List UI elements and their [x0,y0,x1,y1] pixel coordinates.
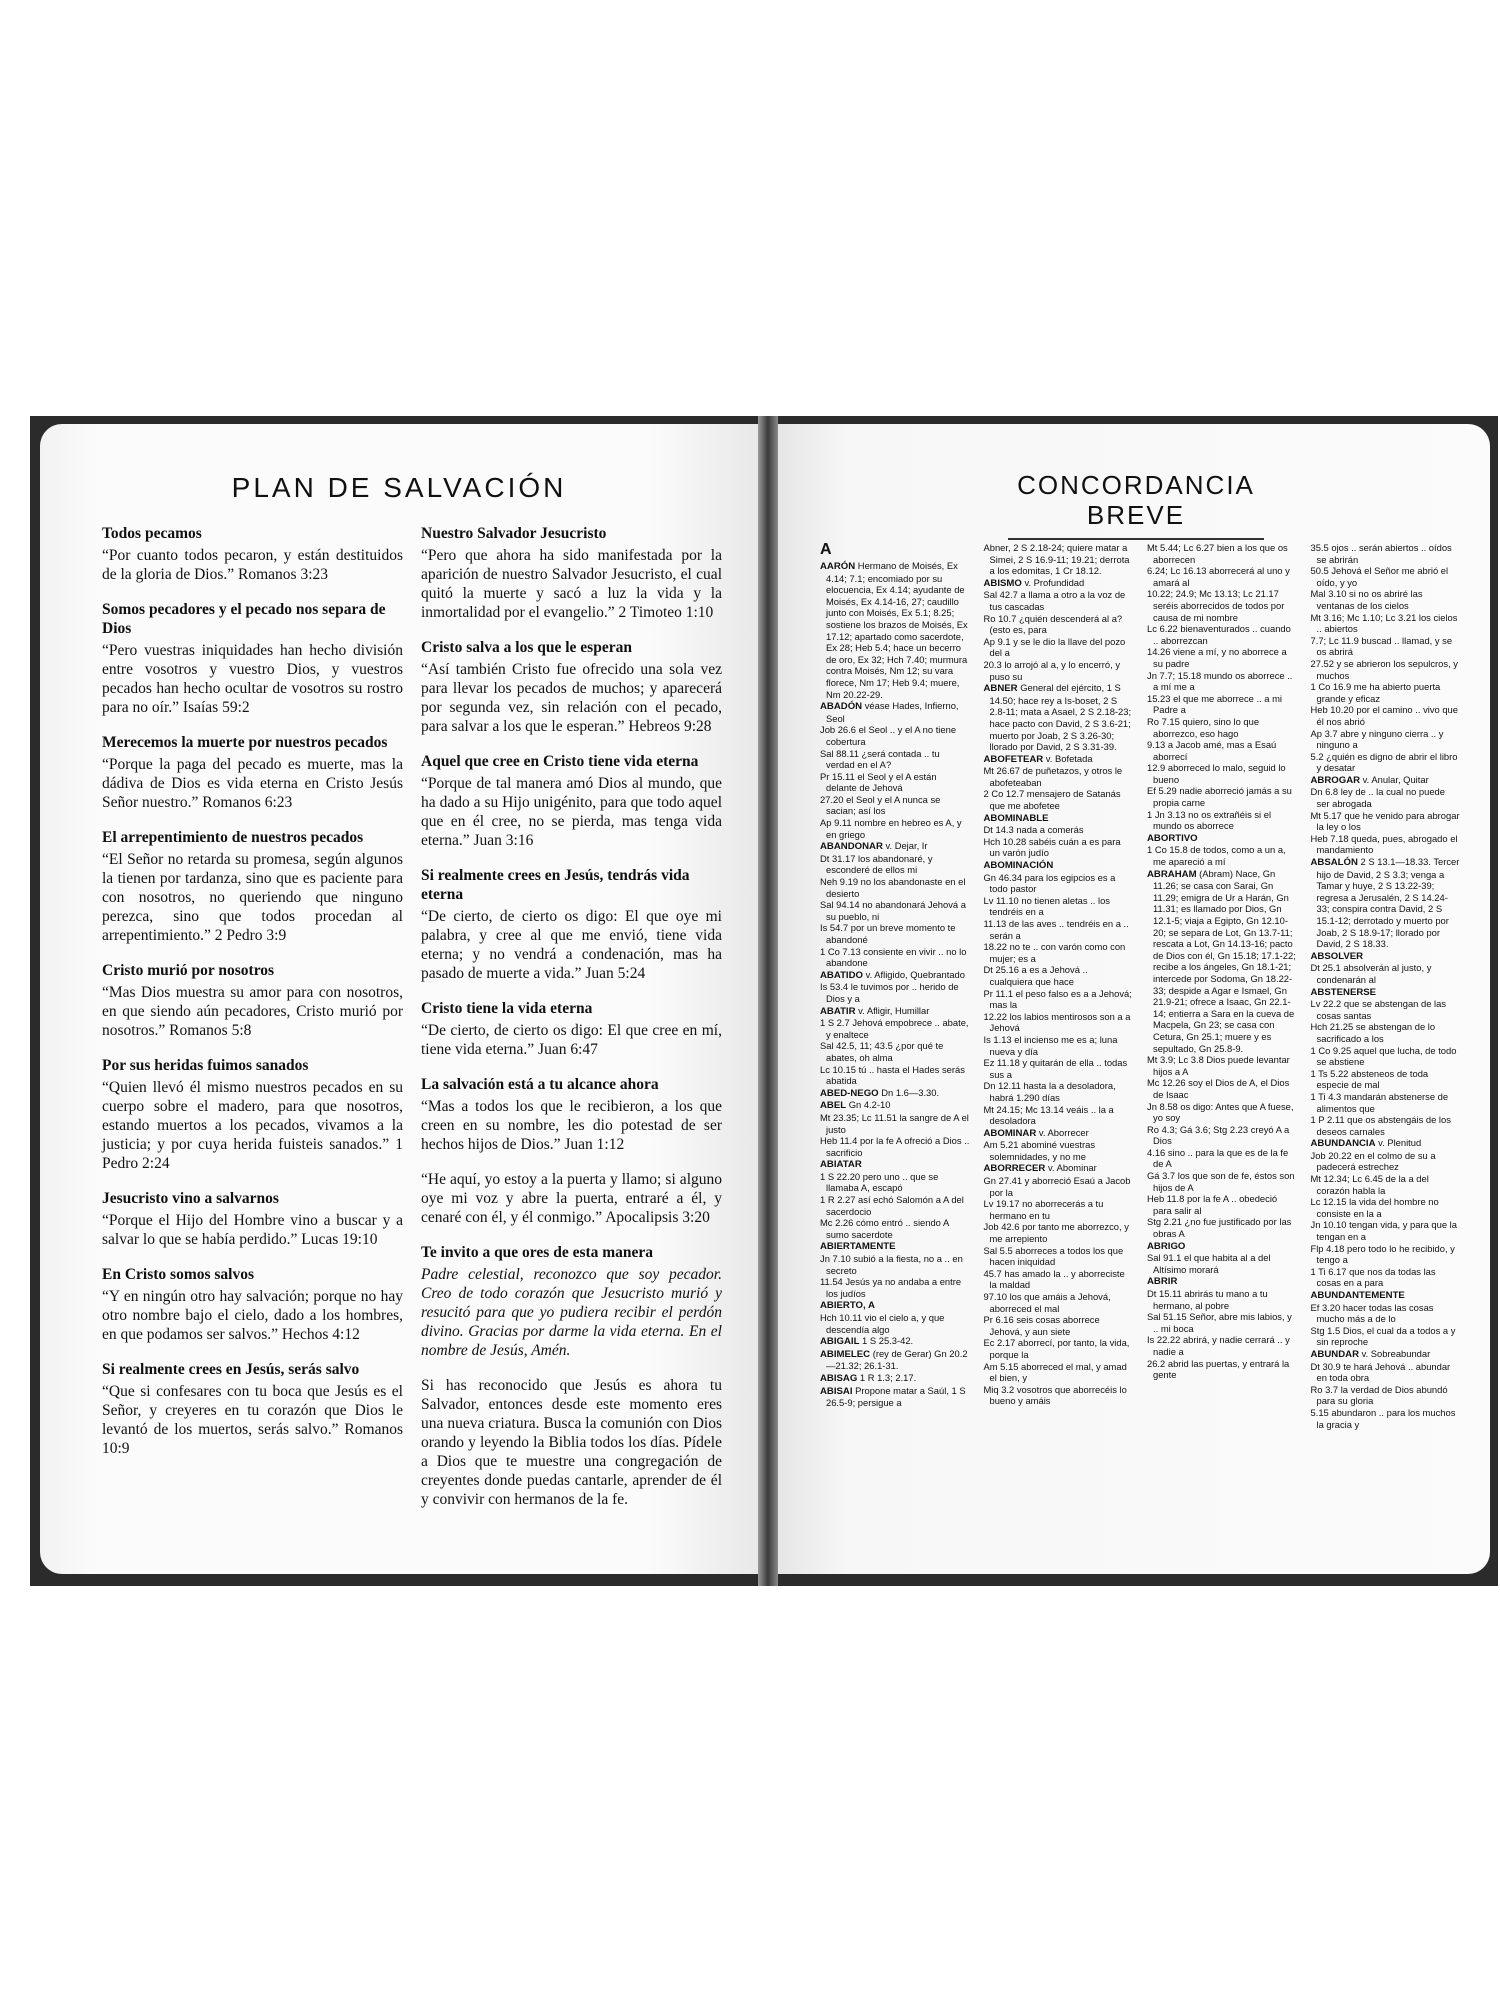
concordance-entry: Dt 25.16 a es a Jehová .. cualquiera que hace [983,964,1088,987]
section-heading: Cristo murió por nosotros [102,962,275,979]
concordance-entry: ABANDONAR v. Dejar, Ir [820,840,928,853]
concordance-entry: Mt 5.17 que he venido para abrogar la ley o los [1310,809,1460,833]
plan-section [421,638,722,736]
concordance-entry: Ap 3.7 abre y ninguno cierra .. y ninguno a [1310,727,1444,751]
section-text: “Porque la paga del pecado es muerte, mas la dádiva de Dios es vida eterna en Cristo Jesús Señor nuestro.” Romanos 6:23 [102,756,403,811]
concordance-entry: ABOFETEAR v. Bofetada [983,752,1093,765]
section-heading: Jesucristo vino a salvarnos [102,1190,279,1207]
concordance-entry: Miq 3.2 vosotros que aborrecéis lo bueno y amáis [983,1383,1127,1407]
concordance-entry: 1 Co 16.9 me ha abierto puerta grande y eficaz [1310,681,1441,704]
concordance-entry: ABSALÓN 2 S 13.1—18.33. Tercer hijo de David, 2 S 3.3; venga a Tamar y huye, 2 S 13.22-39; regresa a Jerusalén, 2 S 14.24-33; conspira contra David, 2 S 15.1-12; derrotado y muerto por Joab, 2 S 18.9-17; llorado por David, 2 S 18.33. [1310,856,1460,950]
concordance-entry: Lc 12.15 la vida del hombre no consiste en la a [1310,1196,1439,1219]
concordance-entry: ABSOLVER [1310,950,1364,962]
concordance-entry: Ec 2.17 aborrecí, por tanto, la vida, porque la [983,1337,1130,1360]
left-columns [102,524,722,1525]
concordance-entry: Jn 8.58 os digo: Antes que A fuese, yo soy [1147,1100,1294,1124]
concordance-entry: Is 53.4 le tuvimos por .. herido de Dios y a [820,981,959,1004]
concordance-entry: 45.7 has amado la .. y aborreciste la maldad [983,1267,1125,1291]
right-page [778,424,1490,1574]
concordance-entry: ABED-NEGO Dn 1.6—3.30. [820,1086,940,1099]
section-heading: Si realmente crees en Jesús, serás salvo [102,1361,360,1378]
plan-section [102,1056,403,1173]
concordance-entry: ABISAI Propone matar a Saúl, 1 S 26.5-9; persigue a [820,1384,966,1409]
plan-section [421,866,722,983]
concordance-entry: Am 5.15 aborreced el mal, y amad el bien, y [983,1360,1127,1384]
prayer-text: Padre celestial, reconozco que soy pecador. Creo de todo corazón que Jesucristo murió y resucitó para que yo pudiera recibir el perdón divino. Gracias por darme la vida eterna. En el nombre de Jesús, Amén. [421,1266,722,1359]
concordance-entry: Ap 9.11 nombre en hebreo es A, y en griego [820,817,962,840]
concordance-entry: Ez 11.18 y quitarán de ella .. todas sus a [983,1057,1128,1080]
section-text: “Quien llevó él mismo nuestros pecados en su cuerpo sobre el madero, para que nosotros, estando muertos a los pecados, vivamos a la justicia; y por cuya herida fuisteis sanados.” 1 Pedro 2:24 [102,1079,403,1172]
concordance-entry: Lc 10.15 tú .. hasta el Hades serás abatida [820,1063,965,1087]
concordance-entry: Dt 15.11 abrirás tu mano a tu hermano, al pobre [1147,1288,1268,1311]
concordance-entry: ABATIDO v. Afligido, Quebrantado [820,968,965,981]
section-text: “Mas Dios muestra su amor para con nosotros, en que siendo aún pecadores, Cristo murió por nosotros.” Romanos 5:8 [102,984,403,1039]
section-heading: Merecemos la muerte por nuestros pecados [102,734,388,751]
concordance-entry: 50.5 Jehová el Señor me abrió el oído, y yo [1310,565,1449,588]
section-text: “De cierto, de cierto os digo: El que oye mi palabra, y cree al que me envió, tiene vida eterna; y no vendrá a condenación, mas ha pasado de muerte a vida.” Juan 5:24 [421,908,722,982]
section-heading: Todos pecamos [102,525,202,542]
left-column-2 [421,524,722,1525]
concordance-entry: ABOMINAR v. Aborrecer [983,1126,1089,1139]
section-heading: Somos pecadores y el pecado nos separa de Dios [102,601,386,637]
concordance-entry: 12.9 aborreced lo malo, seguid lo bueno [1147,762,1286,785]
section-heading: En Cristo somos salvos [102,1266,255,1283]
concordance-entry: 1 S 22.20 pero uno .. que se llamaba A, escapó [820,1170,939,1194]
concordance-entry: Mt 26.67 de puñetazos, y otros le abofeteaban [983,765,1123,788]
open-book [30,416,1498,1586]
concordance-entry: 27.52 y se abrieron los sepulcros, y muchos [1310,657,1458,681]
concordance-entry: 1 S 2.7 Jehová empobrece .. abate, y enaltece [820,1017,969,1040]
plan-section [421,1075,722,1154]
concordance-column-3 [1147,542,1297,1430]
plan-section [102,733,403,812]
concordance-entry: Sal 88.11 ¿será contada .. tu verdad en el A? [820,747,940,771]
concordance-entry: Ro 10.7 ¿quién descenderá al a? (esto es, para [983,612,1123,636]
concordance-entry: 1 P 2.11 que os abstengáis de los deseos carnales [1310,1114,1451,1137]
concordance-entry: 14.26 viene a mí, y no aborrece a su padre [1147,646,1287,669]
concordance-entry: Heb 10.20 por el camino .. vivo que él nos abrió [1310,704,1458,727]
concordance-entry: Dt 25.1 absolverán al justo, y condenarán al [1310,962,1432,985]
concordance-entry: 10.22; 24.9; Mc 13.13; Lc 21.17 seréis aborrecidos de todos por causa de mi nombre [1147,588,1285,623]
concordance-column-4 [1311,542,1461,1430]
section-text: “Porque de tal manera amó Dios al mundo, que ha dado a su Hijo unigénito, para que todo aquel que en él cree, no se pierda, mas tenga vida eterna.” Juan 3:16 [421,775,722,849]
concordance-entry: Heb 7.18 queda, pues, abrogado el mandamiento [1310,832,1458,856]
concordance-entry: 1 Ti 6.17 que nos da todas las cosas en a para [1310,1265,1436,1289]
concordance-entry: Ef 3.20 hacer todas las cosas mucho más a de lo [1310,1301,1434,1325]
plan-section [102,1360,403,1458]
invite-section [421,1243,722,1360]
concordance-entry: 15.23 el que me aborrece .. a mi Padre a [1147,692,1282,716]
concordance-entry: Ro 7.15 quiero, sino lo que aborrezco, eso hago [1147,715,1260,739]
plan-section [421,752,722,850]
section-heading: Aquel que cree en Cristo tiene vida eterna [421,753,699,770]
page-title: PLAN DE SALVACIÓN [231,472,567,503]
concordance-entry: Sal 94.14 no abandonará Jehová a su pueblo, ni [820,899,966,922]
section-heading: Por sus heridas fuimos sanados [102,1057,309,1074]
book-gutter [758,416,778,1586]
plan-section [102,828,403,945]
concordance-entry: 2 Co 12.7 mensajero de Satanás que me abofetee [983,788,1121,812]
concordance-entry: 12.22 los labios mentirosos son a a Jehová [983,1010,1131,1034]
concordance-entry: Pr 15.11 el Seol y el A están delante de Jehová [820,770,937,794]
plan-section [102,961,403,1040]
concordance-entry: Gá 3.7 los que son de fe, éstos son hijos de A [1147,1170,1295,1193]
concordance-entry: ABRAHAM (Abram) Nace, Gn 11.26; se casa con Sarai, Gn 11.29; emigra de Ur a Harán, Gn 11.31; es llamado por Dios, Gn 12.1-5; viaja a Egipto, Gn 12.10-20; se separa de Lot, Gn 13.7-11; rescata a Lot, Gn 14.13-16; pacto de Dios con él, Gn 15.18; 17.1-22; recibe a los ángeles, Gn 18.1-21; intercede por Sodoma, Gn 18.22-33; despide a Agar e Ismael, Gn 21.9-21; ofrece a Isaac, Gn 22.1-14; entierra a Sara en la cueva de Macpela, Gn 23; se casa con Cetura, Gn 25.1; muere y es sepultado, Gn 25.8-9. [1147,867,1296,1054]
concordance-entry: Pr 6.16 seis cosas aborrece Jehová, y aun siete [983,1314,1100,1337]
concordance-entry: Stg 1.5 Dios, el cual da a todos a y sin reproche [1310,1324,1456,1348]
concordance-entry: 11.13 de las aves .. tendréis en a .. serán a [983,918,1129,941]
section-heading: Cristo salva a los que le esperan [421,639,632,656]
section-letter: A [820,541,832,558]
concordance-entry: Sal 42.7 a llama a otro a la voz de tus cascadas [983,589,1126,612]
concordance-entry: ABUNDAR v. Sobreabundar [1310,1347,1431,1360]
section-text: “Pero que ahora ha sido manifestada por la aparición de nuestro Salvador Jesucristo, el cual quitó la muerte y sacó a luz la vida y la inmortalidad por el evangelio.” 2 Timoteo 1:10 [421,547,722,621]
extra-quote: “He aquí, yo estoy a la puerta y llamo; si alguno oye mi voz y abre la puerta, entraré a él, y cenaré con él, y él conmigo.” Apocalipsis 3:20 [421,1171,722,1226]
concordance-entry: Mt 3.9; Lc 3.8 Dios puede levantar hijos a A [1147,1054,1290,1077]
concordance-entry: ABIATAR [820,1159,862,1171]
concordance-entry: Sal 42.5, 11; 43.5 ¿por qué te abates, oh alma [820,1040,944,1063]
concordance-column-1 [820,542,970,1430]
concordance-entry: Ro 4.3; Gá 3.6; Stg 2.23 creyó A a Dios [1147,1123,1290,1147]
concordance-entry: 1 Co 7.13 consiente en vivir .. no lo abandone [820,945,967,969]
concordance-entry: 7.7; Lc 11.9 buscad .. llamad, y se os abrirá [1310,634,1453,658]
concordance-entry: ABIMELEC (rey de Gerar) Gn 20.2—21.32; 26.1-31. [820,1347,968,1372]
title-line-1: CONCORDANCIA [1017,470,1255,500]
concordance-entry: ABRIGO [1147,1240,1186,1252]
concordance-entry: Mc 2.26 cómo entró .. siendo A sumo sacerdote [820,1217,949,1240]
concordance-column-2 [984,542,1134,1430]
plan-section [102,1265,403,1344]
concordance-entry: Mc 12.26 soy el Dios de A, el Dios de Isaac [1147,1077,1290,1100]
concordance-entry: Is 22.22 abrirá, y nadie cerrará .. y nadie a [1147,1334,1290,1357]
section-heading: Si realmente crees en Jesús, tendrás vida eterna [421,867,690,903]
concordance-entry: Flp 4.18 pero todo lo he recibido, y tengo a [1310,1242,1455,1266]
concordance-entry: ABOMINACIÓN [983,860,1054,872]
section-heading: Nuestro Salvador Jesucristo [421,525,607,542]
concordance-entry: ABUNDANTEMENTE [1310,1290,1405,1301]
concordance-entry: ABROGAR v. Anular, Quitar [1310,773,1429,786]
section-text: “Que si confesares con tu boca que Jesús es el Señor, y creyeres en tu corazón que Dios le levantó de los muertos, serás salvo.” Romanos 10:9 [102,1383,403,1457]
concordance-entry: Is 1.13 el incienso me es a; luna nueva y día [983,1033,1118,1057]
concordance-entry: Hch 10.11 vio el cielo a, y que descendía algo [820,1312,945,1335]
concordance-entry: 26.2 abrid las puertas, y entrará la gente [1147,1357,1290,1381]
section-text: “De cierto, de cierto os digo: El que cree en mí, tiene vida eterna.” Juan 6:47 [421,1022,722,1058]
concordance-entry: Dt 30.9 te hará Jehová .. abundar en toda obra [1310,1360,1451,1384]
concordance-entry: Lv 11.10 no tienen aletas .. los tendréis en a [983,894,1110,918]
concordance-entry: Mal 3.10 si no os abriré las ventanas de los cielos [1310,588,1423,611]
concordance-entry: 97.10 los que amáis a Jehová, aborreced el mal [983,1291,1111,1314]
section-text: “Así también Cristo fue ofrecido una sola vez para llevar los pecados de muchos; y aparecerá por segunda vez, sin relación con el pecado, para salvar a los que le esperan.” Hebreos 9:28 [421,661,722,735]
concordance-entry: ABIGAIL 1 S 25.3-42. [820,1335,914,1348]
concordance-entry: Jn 7.10 subió a la fiesta, no a .. en secreto [820,1253,963,1276]
concordance-entry: 1 Ts 5.22 absteneos de toda especie de mal [1310,1067,1429,1091]
column-2-sections [421,524,722,1154]
concordance-entry: 5.2 ¿quién es digno de abrir el libro y desatar [1310,750,1458,774]
concordance-entry: Sal 91.1 el que habita al a del Altísimo morará [1147,1252,1271,1275]
plan-section [102,1189,403,1249]
concordance-entry: 1 Co 9.25 aquel que lucha, de todo se abstiene [1310,1044,1457,1068]
concordance-entry: Lc 6.22 bienaventurados .. cuando .. aborrezcan [1147,623,1291,646]
section-heading: La salvación está a tu alcance ahora [421,1076,659,1093]
section-heading: Te invito a que ores de esta manera [421,1244,654,1261]
concordance-entry: Job 20.22 en el colmo de su a padecerá estrechez [1310,1149,1436,1173]
concordance-entry: Mt 24.15; Mc 13.14 veáis .. la a desoladora [983,1103,1114,1127]
concordance-title [1006,470,1266,530]
concordance-entry: ABOMINABLE [983,812,1049,824]
concordance-entry: 18.22 no te .. con varón como con mujer; es a [983,941,1126,964]
section-heading: El arrepentimiento de nuestros pecados [102,829,364,846]
concordance-columns [820,542,1460,1430]
title-rule [1008,538,1264,540]
concordance-entry: Hch 21.25 se abstengan de lo sacrificado a los [1310,1021,1436,1044]
concordance-entry: ABISAG 1 R 1.3; 2.17. [820,1371,917,1384]
concordance-entry: Dt 31.17 los abandonaré, y esconderé de ellos mi [820,852,933,876]
concordance-entry: ABRIR [1147,1276,1178,1288]
section-text: “Por cuanto todos pecaron, y están destituidos de la gloria de Dios.” Romanos 3:23 [102,547,403,583]
concordance-entry: 27.20 el Seol y el A nunca se sacian; así los [820,793,941,817]
plan-section [102,524,403,584]
section-text: “Y en ningún otro hay salvación; porque no hay otro nombre bajo el cielo, dado a los hombres, en que podamos ser salvos.” Hechos 4:12 [102,1288,403,1343]
concordance-entry: Is 54.7 por un breve momento te abandoné [820,922,956,945]
concordance-entry: AARÓN Hermano de Moisés, Ex 4.14; 7.1; encomiado por su elocuencia, Ex 4.14; ayudante de Moisés, Ex 4.14-16, 27; caudillo junto con Moisés, Ex 5.1; 8.25; sostiene los brazos de Moisés, Ex 17.12; apartado como sacerdote, Ex 28; Heb 5.4; hace un becerro de oro, Ex 32; Hch 7.40; murmura contra Moisés, Nm 12; su vara florece, Nm 17; Heb 9.4; muere, Nm 20.22-29. [820,560,968,700]
concordance-entry: 1 R 2.27 así echó Salomón a A del sacerdocio [820,1194,964,1217]
concordance-entry: Gn 27.41 y aborreció Esaú a Jacob por la [983,1175,1131,1198]
concordance-entry: Job 42.6 por tanto me aborrezco, y me arrepiento [983,1221,1129,1245]
concordance-entry: 1 Co 15.8 de todos, como a un a, me apareció a mí [1147,844,1286,868]
concordance-entry: Gn 46.34 para los egipcios es a todo pastor [983,871,1116,895]
plan-section [421,999,722,1059]
section-heading: Cristo tiene la vida eterna [421,1000,593,1017]
concordance-entry: Hch 10.28 sabéis cuán a es para un varón judío [983,835,1121,859]
concordance-entry: Dn 6.8 ley de .. la cual no puede ser abrogada [1310,786,1445,810]
concordance-entry: Jn 7.7; 15.18 mundo os aborrece .. a mí me a [1147,669,1293,693]
concordance-entry: Jn 10.10 tengan vida, y para que la tengan en a [1310,1219,1457,1243]
concordance-entry: Neh 9.19 no los abandonaste en el desierto [820,876,966,899]
concordance-entry: ABUNDANCIA v. Plenitud [1310,1137,1422,1150]
concordance-entry: ABIERTAMENTE [820,1241,896,1253]
concordance-entry: ABIERTO, A [820,1300,875,1312]
concordance-entry: 6.24; Lc 16.13 aborrecerá al uno y amará al [1147,565,1290,588]
concordance-entry: ABATIR v. Afligir, Humillar [820,1004,930,1017]
concordance-entry: ABORRECER v. Abominar [983,1162,1097,1175]
section-text: “El Señor no retarda su promesa, según algunos la tienen por tardanza, sino que es paciente para con nosotros, no queriendo que ninguno perezca, sino que todos procedan al arrepentimiento.” 2 Pedro 3:9 [102,851,403,944]
concordance-entry: ABEL Gn 4.2-10 [820,1099,891,1112]
concordance-entry: ABSTENERSE [1310,986,1377,998]
concordance-entry: 35.5 ojos .. serán abiertos .. oídos se abrirán [1310,542,1452,565]
concordance-entry: Am 5.21 abominé vuestras solemnidades, y no me [983,1139,1096,1162]
concordance-entry: Mt 12.34; Lc 6.45 de la a del corazón habla la [1310,1173,1429,1196]
left-page [40,424,758,1574]
concordance-entry: ABISMO v. Profundidad [983,576,1085,589]
concordance-entry: Sal 51.15 Señor, abre mis labios, y .. mi boca [1147,1311,1292,1334]
concordance-entry: Mt 3.16; Mc 1.10; Lc 3.21 los cielos .. abiertos [1310,611,1458,635]
title-line-2: BREVE [1086,500,1186,530]
section-text: “Porque el Hijo del Hombre vino a buscar y a salvar lo que se había perdido.” Lucas 19:10 [102,1212,403,1248]
concordance-entry: Dn 12.11 hasta la a desoladora, habrá 1.290 días [983,1080,1116,1103]
concordance-entry: Abner, 2 S 2.18-24; quiere matar a Simei, 2 S 16.9-11; 19.21; derrota a los edomitas, 1 Cr 18.12. [983,542,1130,577]
section-text: “Mas a todos los que le recibieron, a los que creen en su nombre, les dio potestad de ser hechos hijos de Dios.” Juan 1:12 [421,1098,722,1153]
plan-section [102,600,403,717]
concordance-entry: Stg 2.21 ¿no fue justificado por las obras A [1147,1216,1292,1240]
concordance-entry: 1 Jn 3.13 no os extrañéis si el mundo os aborrece [1147,808,1272,832]
left-column-1 [102,524,403,1525]
concordance-entry: 5.15 abundaron .. para los muchos la gracia y [1310,1406,1456,1430]
concordance-entry: Dt 14.3 nada a comerás [983,824,1084,836]
concordance-entry: 11.54 Jesús ya no andaba a entre los judíos [820,1276,962,1299]
concordance-entry: Mt 23.35; Lc 11.51 la sangre de A el justo [820,1111,969,1135]
closing-text: Si has reconocido que Jesús es ahora tu Salvador, entonces desde este momento eres una nueva criatura. Busca la comunión con Dios orando y leyendo la Biblia todos los días. Pídele a Dios que te muestre una congregación de creyentes donde puedas cantarle, aprender de él y convivir con hermanos de la fe. [421,1377,722,1508]
concordance-entry: Heb 11.4 por la fe A ofreció a Dios .. sacrificio [820,1135,970,1158]
concordance-entry: Job 26.6 el Seol .. y el A no tiene cobertura [820,724,957,747]
concordance-entry: Ap 9.1 y se le dio la llave del pozo del a [983,635,1126,659]
concordance-entry: 4.16 sino .. para la que es de la fe de A [1147,1146,1289,1170]
concordance-entry: Heb 11.8 por la fe A .. obedeció para salir al [1147,1193,1278,1216]
concordance-entry: Ro 3.7 la verdad de Dios abundó para su gloria [1310,1383,1448,1407]
concordance-entry: ABADÓN véase Hades, Infierno, Seol [820,700,959,724]
concordance-entry: Mt 5.44; Lc 6.27 bien a los que os aborrecen [1147,542,1288,565]
concordance-entry: ABORTIVO [1147,832,1198,844]
concordance-entry: 9.13 a Jacob amé, mas a Esaú aborrecí [1147,739,1277,762]
plan-section [421,524,722,622]
concordance-entry: Pr 11.1 el peso falso es a a Jehová; mas la [983,987,1132,1011]
concordance-entry: Ef 5.29 nadie aborreció jamás a su propia carne [1147,785,1292,809]
section-text: “Pero vuestras iniquidades han hecho división entre vosotros y vuestro Dios, y vuestros pecados han hecho ocultar de vosotros su rostro para no oír.” Isaías 59:2 [102,642,403,716]
concordance-entry: 1 Ti 4.3 mandarán abstenerse de alimentos que [1310,1090,1449,1114]
concordance-entry: Lv 22.2 que se abstengan de las cosas santas [1310,998,1447,1021]
concordance-entry: ABNER General del ejército, 1 S 14.50; hace rey a Is-boset, 2 S 2.8-11; mata a Asael, 2 S 2.18-23; hace pacto con David, 2 S 3.6-21; muerto por Joab, 2 S 3.26-30; llorado por David, 2 S 3.31-39. [983,682,1132,753]
concordance-entry: Lv 19.17 no aborrecerás a tu hermano en tu [983,1198,1104,1221]
concordance-entry: Sal 5.5 aborreces a todos los que hacen iniquidad [983,1244,1124,1268]
concordance-entry: 20.3 lo arrojó al a, y lo encerró, y puso su [983,658,1121,682]
